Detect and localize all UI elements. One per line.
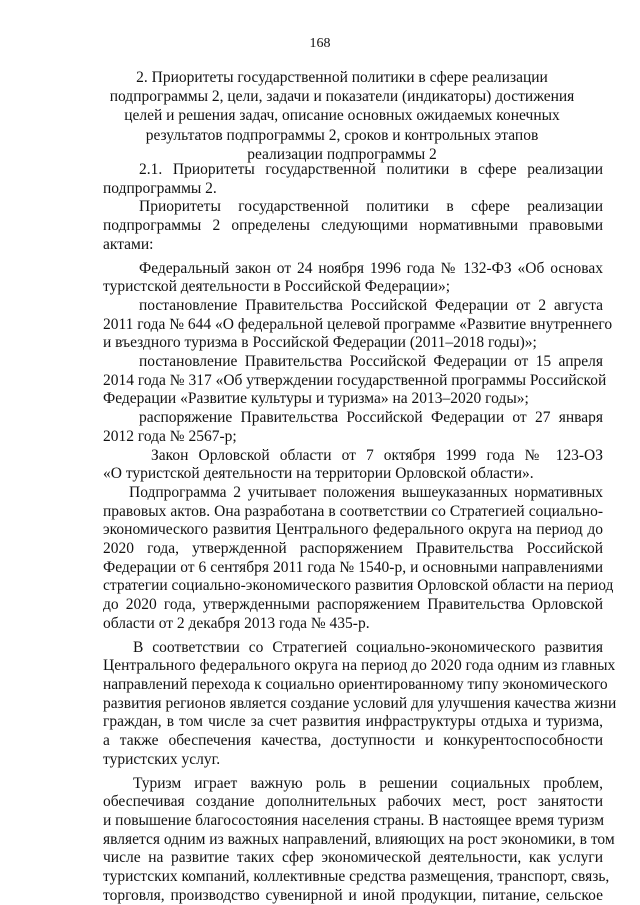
- text-line: Закон Орловской области от 7 октября 1999 года № 123-ОЗ: [151, 446, 603, 464]
- text-line: Приоритеты государственной политики в сфере реализации: [139, 198, 603, 216]
- paragraph-strategy: [103, 638, 617, 770]
- heading-line: реализации подпрограммы 2: [247, 145, 437, 163]
- heading-line: подпрограммы 2, цели, задачи и показатели (индикаторы) достижения: [109, 88, 575, 106]
- text-line: Федерации «Развитие культуры и туризма» на 2013–2020 годы»;: [103, 390, 529, 408]
- paragraph-tourism: [103, 774, 615, 905]
- text-line: 2.1. Приоритеты государственной политики в сфере реализации: [139, 161, 603, 178]
- text-line: торговля, производство сувенирной и иной продукции, питание, сельское: [103, 886, 603, 904]
- text-line: а также обеспечения качества, доступности и конкурентоспособности: [103, 732, 603, 750]
- text-line: правовых актов. Она разработана в соответствии со Стратегией социально-: [103, 502, 603, 520]
- text-line: числе на развитие таких сфер экономической деятельности, как услуги: [103, 849, 603, 867]
- list-item-order-2567: [103, 409, 603, 446]
- list-item-oryol-law: [103, 447, 603, 484]
- text-line: туристских компаний, коллективные средства размещения, транспорт, связь,: [103, 868, 610, 886]
- text-line: экономического развития Центрального федерального округа на период до: [103, 521, 603, 539]
- heading-line: целей и решения задач, описание основных ожидаемых конечных: [124, 107, 560, 125]
- text-line: подпрограммы 2 определены следующими нормативными правовыми: [103, 217, 603, 235]
- text-line: распоряжение Правительства Российской Федерации от 27 января: [139, 409, 603, 427]
- text-line: подпрограммы 2.: [103, 179, 217, 197]
- text-line: постановление Правительства Российской Федерации от 15 апреля: [139, 353, 603, 371]
- text-line: 2012 года № 2567-р;: [103, 427, 237, 445]
- text-line: Туризм играет важную роль в решении социальных проблем,: [133, 774, 603, 792]
- text-line: области от 2 декабря 2013 года № 435-р.: [103, 614, 370, 632]
- text-line: граждан, в том числе за счет развития инфраструктуры отдыха и туризма,: [103, 713, 603, 731]
- text-line: туристской деятельности в Российской Федерации»;: [103, 278, 451, 296]
- text-line: и повышение благосостояния населения страны. В настоящее время туризм: [103, 811, 605, 829]
- text-line: Федерации от 6 сентября 2011 года № 1540-р, и основными направлениями: [103, 558, 603, 576]
- paragraph-priorities: [103, 198, 603, 254]
- heading-line: результатов подпрограммы 2, сроков и контрольных этапов: [145, 126, 539, 144]
- section-heading: [88, 68, 596, 164]
- text-line: 2011 года № 644 «О федеральной целевой программе «Развитие внутреннего: [103, 315, 613, 333]
- document-body: [103, 161, 617, 905]
- text-line: развития регионов является создание условий для улучшения качества жизни: [103, 694, 617, 712]
- text-line: стратегии социально-экономического развития Орловской области на период: [103, 577, 614, 595]
- heading-line: 2. Приоритеты государственной политики в сфере реализации: [136, 69, 548, 86]
- text-line: 2014 года № 317 «Об утверждении государственной программы Российской: [103, 371, 607, 389]
- text-line: актами:: [103, 235, 154, 253]
- text-line: обеспечивая создание дополнительных рабочих мест, рост занятости: [103, 793, 603, 811]
- text-line: до 2020 года, утвержденными распоряжением Правительства Орловской: [103, 596, 603, 614]
- text-line: В соответствии со Стратегией социально-экономического развития: [133, 638, 603, 656]
- text-line: «О туристской деятельности на территории Орловской области».: [103, 465, 534, 483]
- text-line: Федеральный закон от 24 ноября 1996 года № 132-ФЗ «Об основах: [139, 259, 603, 277]
- page-number: 168: [309, 36, 331, 51]
- text-line: туристских услуг.: [103, 750, 221, 768]
- text-line: Подпрограмма 2 учитывает положения вышеуказанных нормативных: [129, 483, 603, 501]
- text-line: направлений перехода к социально ориентированному типу экономического: [103, 675, 608, 693]
- text-line: Центрального федерального округа на период до 2020 года одним из главных: [103, 657, 616, 675]
- list-item-resolution-317: [103, 353, 607, 409]
- paragraph-2-1: [103, 161, 603, 198]
- text-line: 2020 года, утвержденной распоряжением Правительства Российской: [103, 540, 603, 558]
- text-line: и въездного туризма в Российской Федерации (2011–2018 годы)»;: [103, 334, 537, 352]
- list-item-resolution-644: [103, 296, 613, 353]
- text-line: является одним из важных направлений, влияющих на рост экономики, в том: [103, 830, 615, 848]
- text-line: постановление Правительства Российской Федерации от 2 августа: [139, 296, 603, 314]
- list-item-federal-law: [103, 260, 603, 297]
- paragraph-subprogram-2: [103, 483, 614, 634]
